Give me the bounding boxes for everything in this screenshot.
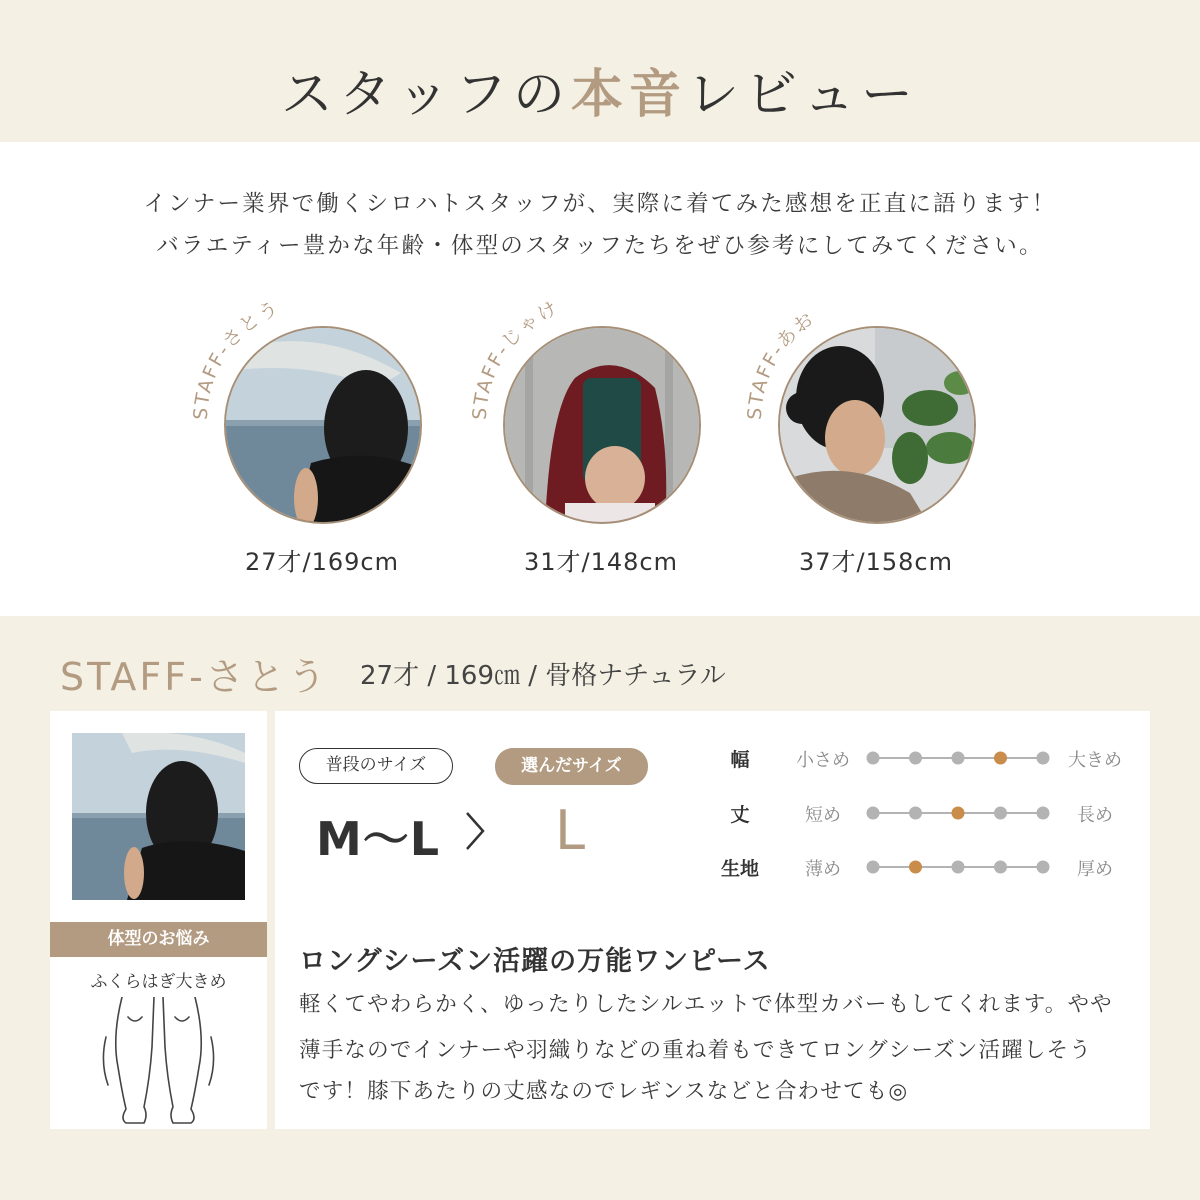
intro-line-2: バラエティー豊かな年齢・体型のスタッフたちをぜひ参考にしてみてください。 — [156, 233, 1044, 259]
staff-age-2: 31才/148cm — [523, 548, 678, 576]
fit-dot — [994, 807, 1007, 820]
review-staff-meta: 27才 / 169㎝ / 骨格ナチュラル — [360, 661, 726, 691]
fit-dot — [952, 752, 965, 765]
fit-min-label: 短め — [805, 805, 841, 826]
fit-min-label: 小さめ — [796, 750, 850, 771]
title-part1: スタッフの — [280, 65, 571, 125]
staff-card-1[interactable] — [182, 290, 462, 590]
body-concern-panel — [50, 711, 267, 1129]
title-accent: 本音 — [570, 64, 687, 125]
fit-scale — [865, 855, 1055, 879]
calves-illustration — [100, 997, 217, 1127]
chevron-right-icon — [463, 809, 487, 853]
fit-dot — [909, 752, 922, 765]
fit-label: 丈 — [730, 804, 750, 826]
fit-dot — [867, 861, 880, 874]
review-body-line-1: 軽くてやわらかく、ゆったりしたシルエットで体型カバーもしてくれます。やや — [299, 992, 1113, 1017]
fit-dot — [994, 861, 1007, 874]
staff-photo-1 — [224, 326, 422, 524]
review-body-line-2: 薄手なのでインナーや羽織りなどの重ね着もできてロングシーズン活躍しそう — [299, 1038, 1092, 1063]
chosen-size-value: L — [555, 799, 586, 862]
staff-card-3[interactable] — [736, 290, 1016, 590]
concern-text: ふくらはぎ大きめ — [90, 972, 227, 992]
fit-dot — [952, 861, 965, 874]
fit-label: 幅 — [730, 749, 750, 771]
staff-photo-3 — [778, 326, 976, 524]
fit-dot — [867, 752, 880, 765]
concern-label: 体型のお悩み — [50, 922, 267, 957]
fit-dot — [1037, 752, 1050, 765]
fit-dot — [1037, 807, 1050, 820]
fit-dot — [909, 807, 922, 820]
staff-age-1: 27才/169cm — [244, 548, 399, 576]
staff-name-2: STAFF-じゃけ — [468, 296, 563, 421]
fit-dot-selected — [909, 861, 922, 874]
review-detail-panel — [275, 711, 1150, 1129]
staff-card-2[interactable] — [461, 290, 741, 590]
review-staff-name: STAFF-さとう — [60, 655, 329, 699]
fit-dot-selected — [994, 752, 1007, 765]
fit-max-label: 大きめ — [1068, 750, 1122, 771]
usual-size-label: 普段のサイズ — [299, 748, 453, 784]
fit-dot-selected — [952, 807, 965, 820]
intro-line-1: インナー業界で働くシロハトスタッフが、実際に着てみた感想を正直に語ります！ — [143, 191, 1057, 217]
fit-max-label: 厚め — [1077, 859, 1113, 880]
review-body-line-3: です！膝下あたりの丈感なのでレギンスなどと合わせても◎ — [299, 1079, 909, 1104]
fit-max-label: 長め — [1077, 805, 1113, 826]
fit-min-label: 薄め — [805, 859, 841, 880]
fit-scale — [865, 801, 1055, 825]
page-title — [0, 52, 1200, 127]
review-title: ロングシーズン活躍の万能ワンピース — [299, 946, 771, 977]
title-part2: レビュー — [687, 65, 920, 125]
usual-size-value: M〜L — [316, 812, 441, 866]
fit-dot — [867, 807, 880, 820]
staff-name-1: STAFF-さとう — [189, 296, 284, 421]
staff-age-3: 37才/158cm — [798, 548, 953, 576]
fit-dot — [1037, 861, 1050, 874]
fit-scale — [865, 746, 1055, 770]
staff-photo-2 — [503, 326, 701, 524]
chosen-size-label: 選んだサイズ — [495, 748, 648, 785]
staff-name-3: STAFF-あお — [743, 307, 820, 421]
fit-label: 生地 — [720, 858, 759, 880]
review-staff-photo — [72, 733, 245, 900]
